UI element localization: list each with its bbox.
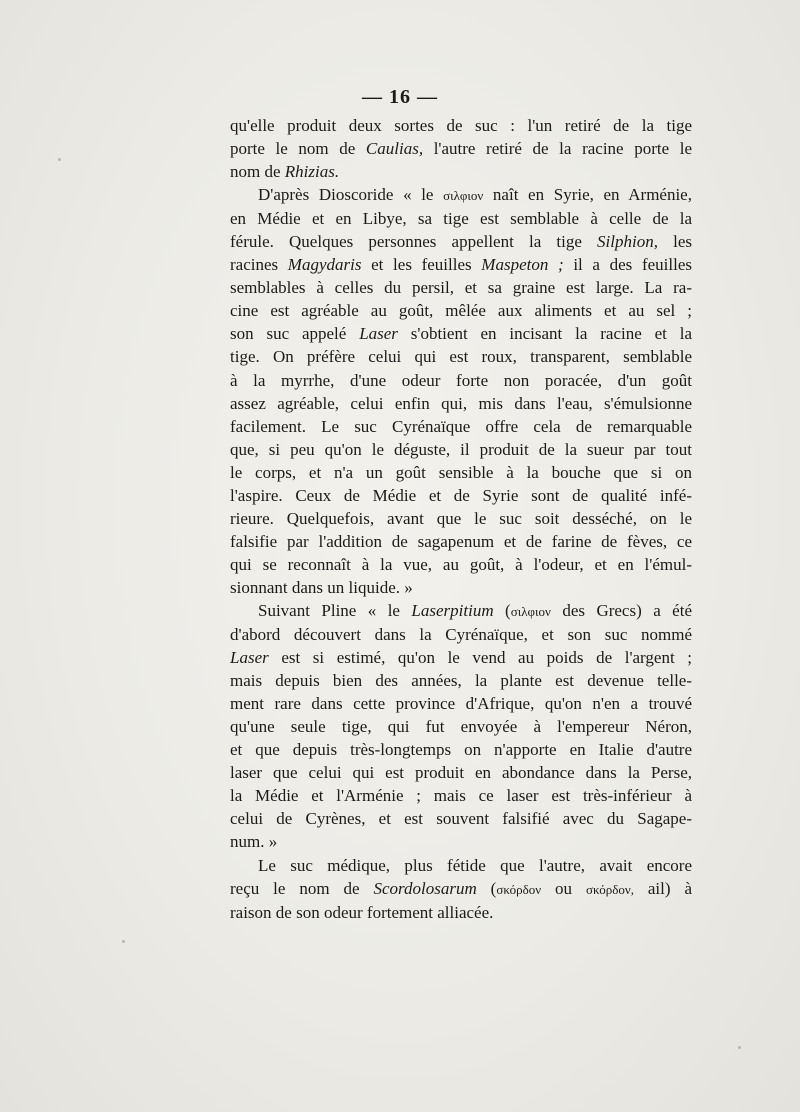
text-line: [230, 438, 692, 461]
text-run: cine est agréable au goût, mêlée aux aliments et au sel ;: [230, 301, 692, 321]
text-line: [230, 784, 692, 807]
text-run: ment rare dans cette province d'Afrique, qu'on n'en a trouvé: [230, 694, 692, 714]
text-run: (: [476, 878, 497, 898]
text-run: porte le nom de: [230, 139, 366, 159]
text-line: [230, 646, 692, 669]
text-run: semblables à celles du persil, et sa graine est large. La ra-: [230, 278, 692, 298]
paper-speck: [58, 158, 61, 161]
text-run: férule. Quelques personnes appellent la tige: [230, 232, 598, 252]
text-run: la Médie et l'Arménie ; mais ce laser est très-inférieur à: [230, 786, 692, 806]
text-run: les: [657, 232, 692, 252]
text-run: le corps, et n'a un goût sensible à la bouche que si on: [230, 462, 692, 482]
text-run: qu'une seule tige, qui fut envoyée à l'empereur Néron,: [230, 717, 692, 737]
text-run: qu'elle produit deux sortes de suc : l'un retiré de la tige: [230, 116, 692, 135]
paper-speck: [122, 940, 125, 943]
text-line: [230, 114, 692, 137]
text-run: ou: [541, 878, 586, 898]
italic-term: Maspeton ;: [481, 255, 564, 275]
paragraph-1: [230, 114, 692, 183]
text-line: [230, 230, 692, 253]
text-run: facilement. Le suc Cyrénaïque offre cela de remarquable: [230, 416, 692, 436]
text-line: [230, 830, 692, 853]
text-line: [230, 369, 692, 392]
italic-term: Silphion,: [597, 232, 658, 252]
text-line: [230, 854, 692, 877]
paragraph-4: [230, 854, 692, 924]
text-line: [230, 345, 692, 368]
text-line: [230, 738, 692, 761]
text-line: [230, 137, 692, 160]
text-line: [230, 392, 692, 415]
text-run: Suivant Pline « le: [258, 600, 412, 620]
text-run: et les feuilles: [361, 255, 482, 275]
text-run: tige. On préfère celui qui est roux, transparent, semblable: [230, 347, 692, 367]
italic-term: Laserpitium: [411, 600, 494, 620]
italic-term: Rhizias.: [284, 162, 340, 182]
text-run: des Grecs) a été: [550, 600, 692, 620]
text-run: racines: [230, 255, 288, 275]
text-run: il a des feuilles: [563, 255, 692, 275]
text-run: num. »: [230, 832, 278, 852]
text-run: raison de son odeur fortement alliacée.: [230, 902, 494, 922]
text-line: [230, 160, 692, 183]
italic-term: Laser: [230, 648, 269, 668]
greek-term: σκόρδον: [496, 881, 542, 897]
text-run: qui se reconnaît à la vue, au goût, à l'odeur, et en l'émul-: [230, 554, 692, 574]
text-line: [230, 553, 692, 576]
text-line: [230, 253, 692, 276]
italic-term: Laser: [359, 324, 398, 344]
italic-term: Scordolosarum: [373, 878, 477, 898]
text-run: Le suc médique, plus fétide que l'autre, avait encore: [258, 855, 692, 875]
text-run: (: [493, 600, 511, 620]
greek-term: σιλφιον: [443, 188, 484, 204]
text-line: [230, 530, 692, 553]
text-run: reçu le nom de: [230, 878, 374, 898]
paragraph-2: [230, 183, 692, 599]
text-line: [230, 299, 692, 322]
text-line: [230, 901, 692, 924]
text-run: son suc appelé: [230, 324, 360, 344]
text-run: en Médie et en Libye, sa tige est semblable à celle de la: [230, 209, 692, 229]
text-run: nom de: [230, 162, 285, 182]
text-line: [230, 207, 692, 230]
text-run: s'obtient en incisant la racine et la: [397, 324, 692, 344]
text-run: celui de Cyrènes, et est souvent falsifié avec du Sagape-: [230, 809, 692, 829]
text-run: est si estimé, qu'on le vend au poids de l'argent ;: [268, 648, 692, 668]
text-run: que, si peu qu'on le déguste, il produit de la sueur par tout: [230, 439, 692, 459]
text-run: naît en Syrie, en Arménie,: [483, 185, 692, 205]
text-line: [230, 715, 692, 738]
text-line: [230, 692, 692, 715]
text-run: assez agréable, celui enfin qui, mis dans l'eau, s'émulsionne: [230, 393, 692, 413]
text-run: rieure. Quelquefois, avant que le suc soit desséché, on le: [230, 508, 692, 528]
text-run: laser que celui qui est produit en abondance dans la Perse,: [230, 763, 692, 783]
text-line: [230, 761, 692, 784]
text-line: [230, 183, 692, 207]
text-run: D'après Dioscoride « le: [258, 185, 444, 205]
paragraph-3: [230, 599, 692, 854]
text-run: falsifie par l'addition de sagapenum et de farine de fèves, ce: [230, 531, 692, 551]
text-line: [230, 576, 692, 599]
text-line: [230, 415, 692, 438]
text-line: [230, 484, 692, 507]
paper-speck: [738, 1046, 741, 1049]
greek-term: σκόρδον,: [585, 881, 634, 897]
text-line: [230, 623, 692, 646]
text-run: à la myrrhe, d'une odeur forte non poracée, d'un goût: [230, 370, 692, 390]
greek-term: σιλφιον: [510, 603, 551, 619]
text-run: l'aspire. Ceux de Médie et de Syrie sont de qualité infé-: [230, 485, 692, 505]
text-run: mais depuis bien des années, la plante est devenue telle-: [230, 671, 692, 691]
text-run: ail) à: [633, 878, 693, 898]
italic-term: Magydaris: [287, 255, 362, 275]
text-line: [230, 877, 692, 901]
text-run: l'autre retiré de la racine porte le: [423, 139, 693, 159]
italic-term: Caulias,: [365, 139, 424, 159]
text-line: [230, 507, 692, 530]
text-run: sionnant dans un liquide. »: [230, 577, 413, 597]
text-run: d'abord découvert dans la Cyrénaïque, et son suc nommé: [230, 625, 692, 645]
text-line: [230, 322, 692, 345]
text-line: [230, 461, 692, 484]
body-text: [230, 114, 692, 924]
text-line: [230, 669, 692, 692]
text-line: [230, 807, 692, 830]
text-line: [230, 276, 692, 299]
text-run: et que depuis très-longtemps on n'apporte en Italie d'autre: [230, 740, 692, 760]
page-number: — 16 —: [362, 86, 438, 108]
text-line: [230, 599, 692, 623]
